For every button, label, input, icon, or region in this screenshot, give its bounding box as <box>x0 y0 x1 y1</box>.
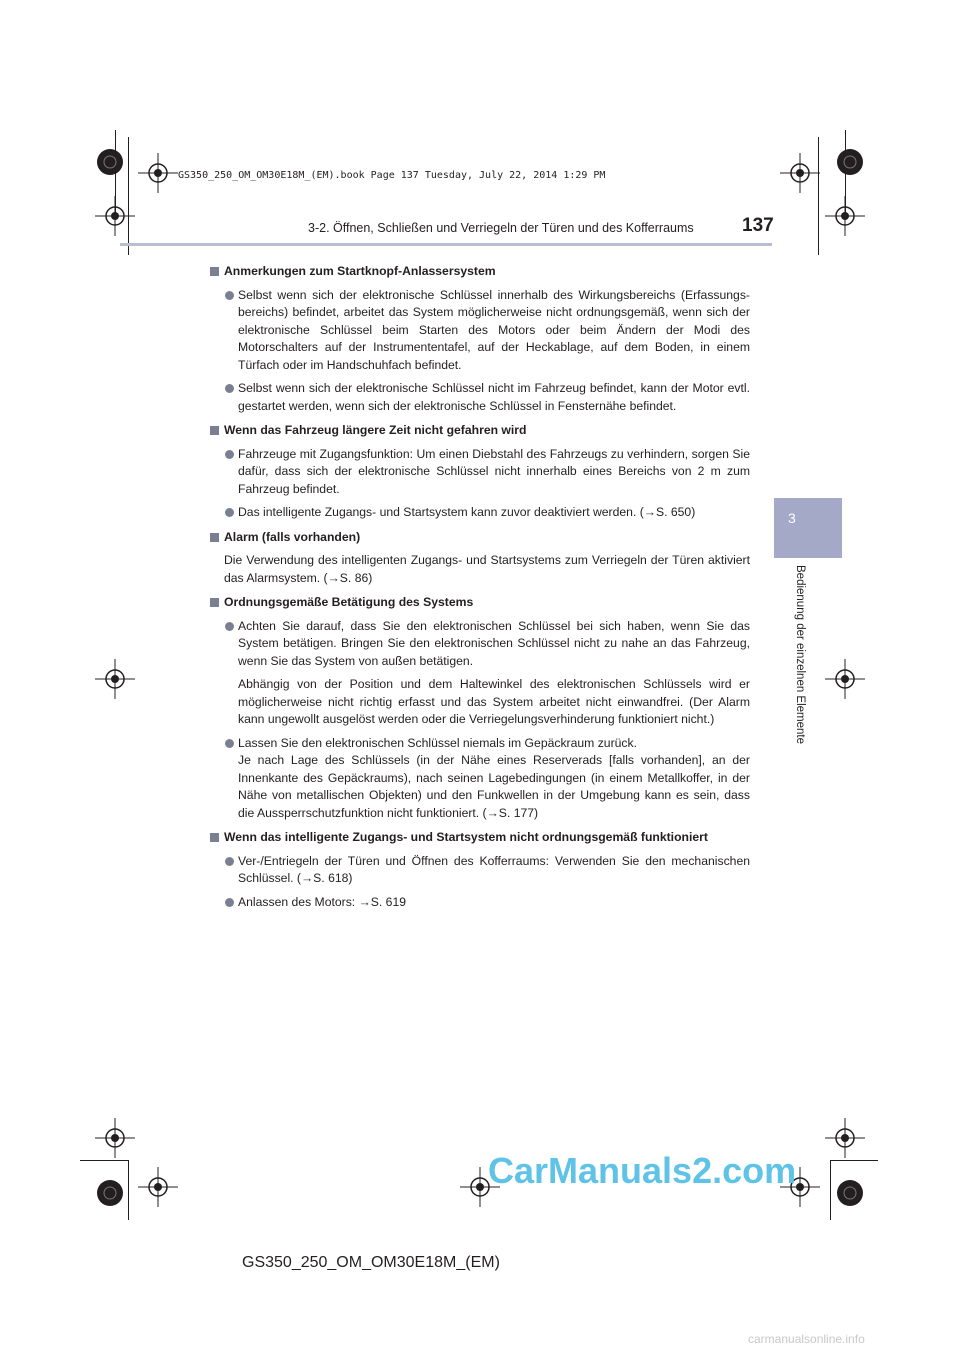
round-bullet-icon <box>225 508 234 517</box>
header-rule <box>120 243 772 246</box>
page-number: 137 <box>742 215 774 236</box>
crosshair-mark-icon <box>95 1118 135 1158</box>
bullet-item: Achten Sie darauf, dass Sie den elektronischen Schlüssel bei sich haben, wenn Sie das System betätigen. Bringen Sie den elektronischen Schlüssel nicht zu nahe an das Fahrzeug, wenn Sie das System von außen betätigen. <box>210 618 750 671</box>
solid-registration-mark-icon <box>90 1173 130 1213</box>
square-bullet-icon <box>210 533 219 542</box>
crop-line <box>830 1160 878 1161</box>
section-title: 3-2. Öffnen, Schließen und Verriegeln der Türen und des Kofferraums <box>308 221 694 235</box>
footer-document-code: GS350_250_OM_OM30E18M_(EM) <box>242 1254 500 1271</box>
bullet-item: Lassen Sie den elektronischen Schlüssel niemals im Gepäckraum zurück. Je nach Lage des Schlüssels (in der Nähe eines Reserverads [falls vorhanden], an der Innenkante des Gepäckraums), nach seinen Lagebedingungen (in einem Metallkoffer, in der Nähe von metallischen Objekten) und den Funkwellen in der Umgebung kann es sein, dass die Aussperrschutzfunktion nicht funktioniert. (→S. 177) <box>210 735 750 823</box>
crosshair-mark-icon <box>138 153 178 193</box>
bullet-item: Ver-/Entriegeln der Türen und Öffnen des Kofferraums: Verwenden Sie den mechanischen Schlüssel. (→S. 618) <box>210 853 750 888</box>
section-heading: Wenn das Fahrzeug längere Zeit nicht gefahren wird <box>210 422 750 440</box>
bullet-item: Das intelligente Zugangs- und Startsystem kann zuvor deaktiviert werden. (→S. 650) <box>210 504 750 522</box>
crosshair-mark-icon <box>825 1118 865 1158</box>
bullet-item: Selbst wenn sich der elektronische Schlüssel nicht im Fahrzeug befindet, kann der Motor evtl. gestartet werden, wenn sich der elektronische Schlüssel in Fensternähe befindet. <box>210 380 750 415</box>
crosshair-mark-icon <box>780 153 820 193</box>
round-bullet-icon <box>225 450 234 459</box>
watermark-carmanualsonline: carmanualsonline.info <box>748 1332 865 1346</box>
section-heading: Anmerkungen zum Startknopf-Anlassersystem <box>210 263 750 281</box>
round-bullet-icon <box>225 739 234 748</box>
crosshair-mark-icon <box>138 1167 178 1207</box>
chapter-number: 3 <box>788 510 796 526</box>
crosshair-mark-icon <box>95 659 135 699</box>
bullet-item: Anlassen des Motors: →S. 619 <box>210 894 750 912</box>
round-bullet-icon <box>225 622 234 631</box>
watermark-carmanuals2: CarManuals2.com <box>488 1150 797 1191</box>
paragraph: Abhängig von der Position und dem Haltewinkel des elektronischen Schlüssels wird er möglicherweise nicht richtig erfasst und das System arbeitet nicht einwandfrei. (Der Alarm kann ungewollt ausgelöst werden oder die Verriegelungsverhinderung funktioniert nicht.) <box>238 677 750 726</box>
solid-registration-mark-icon <box>90 142 130 182</box>
book-info-line: GS350_250_OM_OM30E18M_(EM).book Page 137 Tuesday, July 22, 2014 1:29 PM <box>178 170 606 181</box>
crosshair-mark-icon <box>825 659 865 699</box>
square-bullet-icon <box>210 833 219 842</box>
section-heading: Wenn das intelligente Zugangs- und Startsystem nicht ordnungsgemäß funktioniert <box>210 829 750 847</box>
bullet-item: Selbst wenn sich der elektronische Schlüssel innerhalb des Wirkungsbereichs (Erfassungs-bereichs) befindet, arbeitet das System möglicherweise nicht ordnungsgemäß, wenn sich der elektronische Schlüssel beim Starten des Motors oder beim Ändern der Modi des Motorschalters auf der Instrumententafel, auf der Heckablage, auf dem Boden, in einem Türfach oder im Handschuhfach befindet. <box>210 287 750 375</box>
chapter-side-label: Bedienung der einzelnen Elemente <box>794 565 806 745</box>
round-bullet-icon <box>225 291 234 300</box>
bullet-item: Fahrzeuge mit Zugangsfunktion: Um einen Diebstahl des Fahrzeugs zu verhindern, sorgen Sie dafür, dass sich der elektronische Schlüssel nicht innerhalb eines Bereichs von 2 m zum Fahrzeug befindet. <box>210 446 750 499</box>
crosshair-mark-icon <box>95 196 135 236</box>
crosshair-mark-icon <box>825 196 865 236</box>
square-bullet-icon <box>210 426 219 435</box>
square-bullet-icon <box>210 267 219 276</box>
section-heading: Alarm (falls vorhanden) <box>210 529 750 547</box>
main-content <box>210 256 750 917</box>
chapter-tab <box>774 498 842 558</box>
paragraph: Die Verwendung des intelligenten Zugangs- und Startsystems zum Verriegeln der Türen aktiviert das Alarmsystem. (→S. 86) <box>224 553 750 585</box>
solid-registration-mark-icon <box>830 1173 870 1213</box>
crop-line <box>80 1160 128 1161</box>
square-bullet-icon <box>210 598 219 607</box>
round-bullet-icon <box>225 898 234 907</box>
solid-registration-mark-icon <box>830 142 870 182</box>
round-bullet-icon <box>225 384 234 393</box>
section-heading: Ordnungsgemäße Betätigung des Systems <box>210 594 750 612</box>
round-bullet-icon <box>225 857 234 866</box>
